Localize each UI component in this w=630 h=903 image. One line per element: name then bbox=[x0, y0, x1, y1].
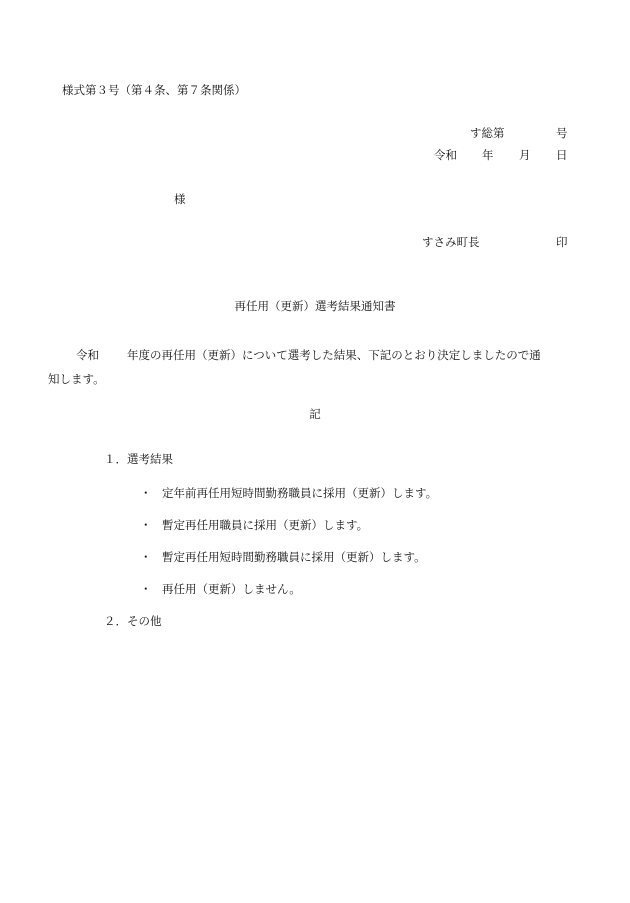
bullet-mark: ・ bbox=[140, 550, 152, 564]
sender-seal: 印 bbox=[556, 235, 568, 249]
date-month: 月 bbox=[519, 148, 531, 162]
result-option: 暫定再任用職員に採用（更新）します。 bbox=[162, 518, 369, 532]
recipient-honorific: 様 bbox=[174, 192, 186, 206]
section-other-heading: ２．その他 bbox=[104, 614, 162, 628]
doc-number-suffix: 号 bbox=[556, 126, 568, 140]
date-year: 年 bbox=[482, 148, 494, 162]
sender-name: すさみ町長 bbox=[422, 235, 480, 249]
body-text-line1: 年度の再任用（更新）について選考した結果、下記のとおり決定しましたので通 bbox=[127, 348, 541, 362]
bullet-mark: ・ bbox=[140, 518, 152, 532]
section-result-heading: １．選考結果 bbox=[104, 452, 173, 466]
result-option: 暫定再任用短時間勤務職員に採用（更新）します。 bbox=[162, 550, 426, 564]
form-number: 様式第３号（第４条、第７条関係） bbox=[62, 83, 246, 97]
date-day: 日 bbox=[556, 148, 568, 162]
body-text-line2: 知します。 bbox=[48, 372, 105, 386]
result-option: 再任用（更新）しません。 bbox=[162, 582, 301, 596]
bullet-mark: ・ bbox=[140, 486, 152, 500]
doc-number-prefix: す総第 bbox=[470, 126, 505, 140]
body-lead-era: 令和 bbox=[76, 348, 99, 362]
date-era: 令和 bbox=[434, 148, 457, 162]
document-title: 再任用（更新）選考結果通知書 bbox=[234, 299, 396, 313]
result-option: 定年前再任用短時間勤務職員に採用（更新）します。 bbox=[162, 486, 438, 500]
body-paragraph bbox=[48, 343, 576, 391]
ki-marker: 記 bbox=[309, 407, 321, 421]
bullet-mark: ・ bbox=[140, 582, 152, 596]
